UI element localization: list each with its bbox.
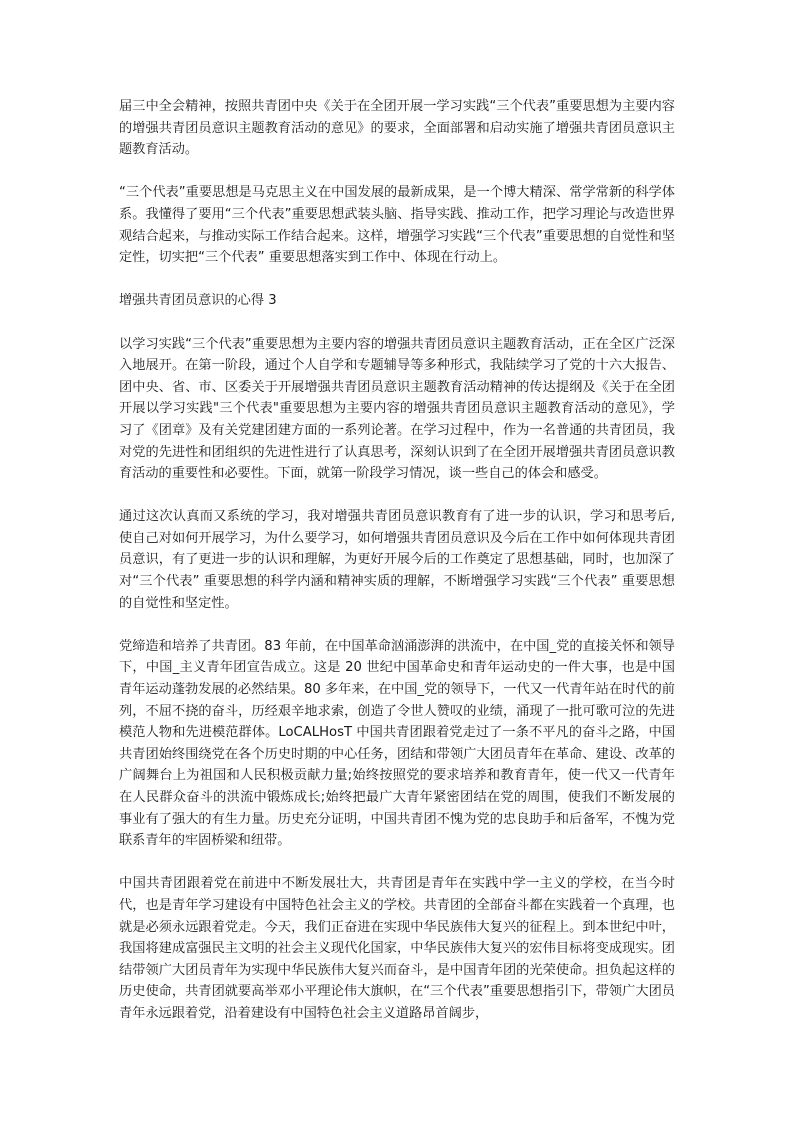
paragraph-6: 中国共青团跟着党在前进中不断发展壮大，共青团是青年在实践中学一主义的学校，在当今时代，也是青年学习建设有中国特色社会主义的学校。共青团的全部奋斗都在实践着一个真理，也就是必须永远跟着党走。今天，我们正奋进在实现中华民族伟大复兴的征程上。到本世纪中叶，我国将建成富强民主文明的社会主义现代化国家，中华民族伟大复兴的宏伟目标将变成现实。团结带领广大团员青年为实现中华民族伟大复兴而奋斗，是中国青年团的光荣使命。担负起这样的历史使命，共青团就要高举邓小平理论伟大旗帜，在“三个代表”重要思想指引下，带领广大团员青年永远跟着党，沿着建设有中国特色社会主义道路昂首阔步， [119, 876, 675, 1021]
paragraph-4: 通过这次认真而又系统的学习，我对增强共青团员意识教育有了进一步的认识，学习和思考后,使自己对如何开展学习，为什么要学习，如何增强共青团员意识及今后在工作中如何体现共青团员意识，有了更进一步的认识和理解，为更好开展今后的工作奠定了思想基础，同时，也加深了对“三个代表” 重要思想的科学内涵和精神实质的理解，不断增强学习实践“三个代表” 重要思想的自觉性和坚定性。 [119, 509, 675, 611]
document-page [119, 96, 675, 1046]
paragraph-5: 党缔造和培养了共青团。83 年前，在中国革命汹涌澎湃的洪流中，在中国_党的直接关怀和领导下，中国_主义青年团宣告成立。这是 20 世纪中国革命史和青年运动史的一件大事，也是中国青年运动蓬勃发展的必然结果。80 多年来，在中国_党的领导下，一代又一代青年站在时代的前列，不屈不挠的奋斗，历经艰辛地求索，创造了令世人赞叹的业绩，涌现了一批可歌可泣的先进模范人物和先进模范群体。LoCALHosT 中国共青团跟着党走过了一条不平凡的奋斗之路，中国共青团始终围绕党在各个历史时期的中心任务，团结和带领广大团员青年在革命、建设、改革的广阔舞台上为祖国和人民积极贡献力量;始终按照党的要求培养和教育青年，使一代又一代青年在人民群众奋斗的洪流中锻炼成长;始终把最广大青年紧密团结在党的周围，使我们不断发展的事业有了强大的有生力量。历史充分证明，中国共青团不愧为党的忠良助手和后备军，不愧为党联系青年的牢固桥梁和纽带。 [119, 638, 675, 849]
paragraph-1: 届三中全会精神，按照共青团中央《关于在全团开展一学习实践“三个代表”重要思想为主要内容的增强共青团员意识主题教育活动的意见》的要求，全面部署和启动实施了增强共青团员意识主题教育活动。 [119, 99, 675, 158]
paragraph-3: 以学习实践“三个代表”重要思想为主要内容的增强共青团员意识主题教育活动，正在全区广泛深入地展开。在第一阶段，通过个人自学和专题辅导等多种形式，我陆续学习了党的十六大报告、团中央、省、市、区委关于开展增强共青团员意识主题教育活动精神的传达提纲及《关于在全团开展以学习实践"三个代表"重要思想为主要内容的增强共青团员意识主题教育活动的意见》，学习了《团章》及有关党建团建方面的一系列论著。在学习过程中，作为一名普通的共青团员，我对党的先进性和团组织的先进性进行了认真思考，深刻认识到了在全团开展增强共青团员意识教育活动的重要性和必要性。下面，就第一阶段学习情况，谈一些自己的体会和感受。 [119, 336, 675, 482]
section-heading: 增强共青团员意识的心得 3 [119, 293, 277, 309]
paragraph-2: “三个代表”重要思想是马克思主义在中国发展的最新成果，是一个博大精深、常学常新的科学体系。我懂得了要用“三个代表”重要思想武装头脑、指导实践、推动工作，把学习理论与改造世界观结合起来，与推动实际工作结合起来。这样，增强学习实践“三个代表”重要思想的自觉性和坚定性，切实把“三个代表” 重要思想落实到工作中、体现在行动上。 [119, 185, 675, 266]
